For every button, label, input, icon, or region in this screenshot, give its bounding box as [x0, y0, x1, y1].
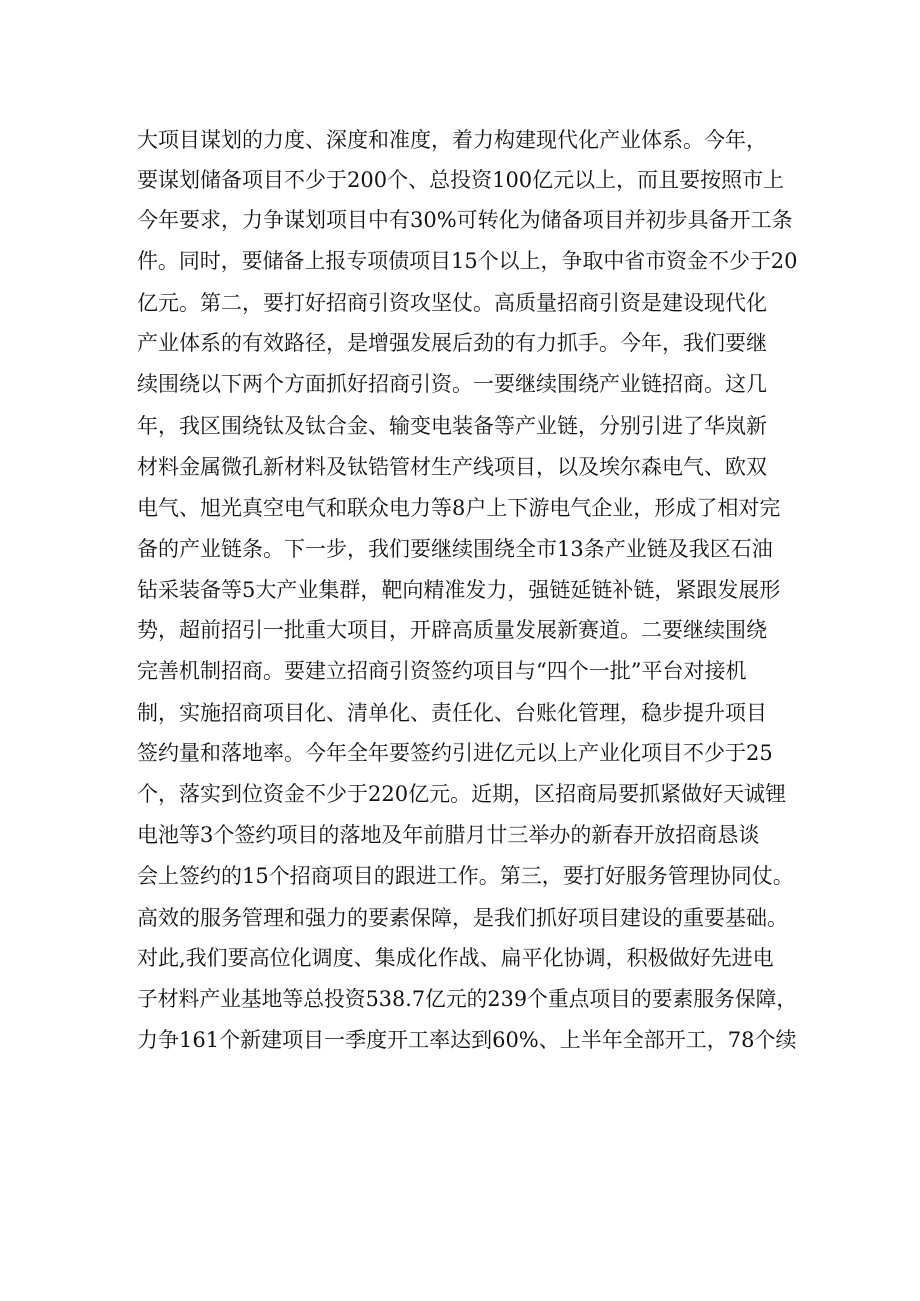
body-text-line-8: 年，我区围绕钛及钛合金、输变电装备等产业链，分别引进了华岚新: [137, 414, 767, 438]
body-text-line-16: 签约量和落地率。今年全年要签约引进亿元以上产业化项目不少于25: [137, 741, 773, 765]
body-text-line-12: 钻采装备等5大产业集群，靶向精准发力，强链延链补链，紧跟发展形: [137, 578, 781, 602]
body-text-line-18: 电池等3个签约项目的落地及年前腊月廿三举办的新春开放招商恳谈: [137, 823, 760, 847]
body-text-line-11: 备的产业链条。下一步，我们要继续围绕全市13条产业链及我区石油: [137, 537, 773, 561]
body-text-line-21: 对此,我们要高位化调度、集成化作战、扁平化协调，积极做好先进电: [137, 946, 774, 970]
body-text-line-7: 续围绕以下两个方面抓好招商引资。一要继续围绕产业链招商。这几: [137, 372, 767, 396]
body-text-line-22: 子材料产业基地等总投资538.7亿元的239个重点项目的要素服务保障，: [137, 987, 798, 1011]
body-text-line-6: 产业体系的有效路径，是增强发展后劲的有力抓手。今年，我们要继: [137, 331, 767, 355]
body-text-line-19: 会上签约的15个招商项目的跟进工作。第三，要打好服务管理协同仗。: [137, 864, 794, 888]
body-text-line-3: 今年要求，力争谋划项目中有30%可转化为储备项目并初步具备开工条: [137, 208, 793, 232]
body-text-line-23: 力争161个新建项目一季度开工率达到60%、上半年全部开工，78个续: [137, 1028, 797, 1052]
body-text-line-9: 材料金属微孔新材料及钛锆管材生产线项目，以及埃尔森电气、欧双: [137, 455, 767, 479]
body-text-line-1: 大项目谋划的力度、深度和准度，着力构建现代化产业体系。今年，: [137, 128, 767, 152]
body-text-line-14: 完善机制招商。要建立招商引资签约项目与“四个一批”平台对接机: [137, 659, 747, 683]
body-text-line-13: 势，超前招引一批重大项目，开辟高质量发展新赛道。二要继续围绕: [137, 618, 767, 642]
body-text-line-5: 亿元。第二，要打好招商引资攻坚仗。高质量招商引资是建设现代化: [137, 291, 767, 315]
body-text-line-20: 高效的服务管理和强力的要素保障，是我们抓好项目建设的重要基础。: [137, 906, 788, 930]
body-text-line-10: 电气、旭光真空电气和联众电力等8户上下游电气企业，形成了相对完: [137, 496, 781, 520]
body-text-line-15: 制，实施招商项目化、清单化、责任化、台账化管理，稳步提升项目: [137, 701, 767, 725]
body-text-line-4: 件。同时，要储备上报专项债项目15个以上，争取中省市资金不少于20: [137, 249, 798, 273]
body-text-line-17: 个，落实到位资金不少于220亿元。近期，区招商局要抓紧做好天诚锂: [137, 782, 787, 806]
body-text-line-2: 要谋划储备项目不少于200个、总投资100亿元以上，而且要按照市上: [137, 168, 785, 192]
